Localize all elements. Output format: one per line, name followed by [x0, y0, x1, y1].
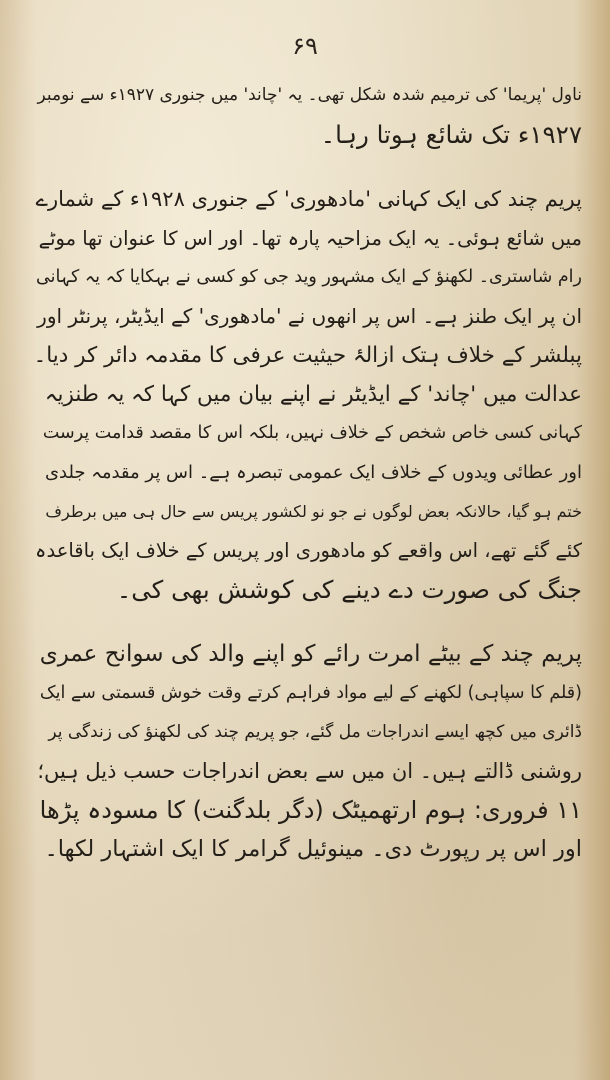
text-line: ختم ہو گیا، حالانکہ بعض لوگوں نے جو نو لکشور پریس سے حال ہی میں برطرف: [45, 502, 582, 521]
text-line: ڈائری میں کچھ ایسے اندراجات مل گئے، جو پریم چند کی لکھنؤ کی زندگی پر: [48, 722, 582, 742]
paragraph-gap: [34, 609, 582, 635]
text-line: پبلشر کے خلاف ہتک ازالۂ حیثیت عرفی کا مقدمہ دائر کر دیا۔: [34, 343, 582, 368]
text-line: ناول 'پریما' کی ترمیم شدہ شکل تھی۔ یہ 'چاند' میں جنوری ۱۹۲۷ء سے نومبر: [37, 85, 582, 105]
text-line: میں شائع ہوئی۔ یہ ایک مزاحیہ پارہ تھا۔ اور اس کا عنوان تھا موٹے: [38, 227, 582, 250]
paragraph: [34, 635, 582, 791]
text-line: پریم چند کے بیٹے امرت رائے کو اپنے والد کی سوانح عمری: [39, 641, 582, 667]
paragraph: [34, 375, 582, 609]
paragraph: [34, 180, 582, 375]
text-line: اور عطائی ویدوں کے خلاف ایک عمومی تبصرہ ہے۔ اس پر مقدمہ جلدی: [44, 462, 582, 483]
text-line: ۱۱ فروری: ہوم ارتھمیٹک (دگر بلدگنت) کا مسودہ پڑھا: [39, 796, 582, 824]
page-number: ۶۹: [292, 32, 318, 60]
text-line: اور اس پر رپورٹ دی۔ مینوئیل گرامر کا ایک اشتہار لکھا۔: [44, 836, 582, 862]
text-line: ان پر ایک طنز ہے۔ اس پر انھوں نے 'مادھوری' کے ایڈیٹر، پرنٹر اور: [37, 304, 582, 328]
text-line: پریم چند کی ایک کہانی 'مادھوری' کے جنوری ۱۹۲۸ء کے شمارے: [35, 187, 582, 211]
text-line: کہانی کسی خاص شخص کے خلاف نہیں، بلکہ اس کا مقصد قدامت پرست: [42, 423, 582, 443]
text-line: روشنی ڈالتے ہیں۔ ان میں سے بعض اندراجات حسب ذیل ہیں؛: [37, 759, 582, 783]
text-line: رام شاستری۔ لکھنؤ کے ایک مشہور وید جی کو کسی نے بہکایا کہ یہ کہانی: [35, 267, 582, 287]
paragraph: [34, 791, 582, 869]
text-line: ۱۹۲۷ء تک شائع ہوتا رہا۔: [320, 120, 582, 149]
paragraph-gap: [34, 154, 582, 180]
paragraph: [34, 76, 582, 154]
body-text: [34, 76, 582, 869]
text-line: (قلم کا سپاہی) لکھنے کے لیے مواد فراہم کرتے وقت خوش قسمتی سے ایک: [39, 683, 582, 703]
text-line: جنگ کی صورت دے دینے کی کوشش بھی کی۔: [116, 575, 582, 604]
text-line: کئے گئے تھے، اس واقعے کو مادھوری اور پریس کے خلاف ایک باقاعدہ: [35, 539, 582, 562]
text-line: عدالت میں 'چاند' کے ایڈیٹر نے اپنے بیان میں کہا کہ یہ طنزیہ: [44, 382, 582, 407]
